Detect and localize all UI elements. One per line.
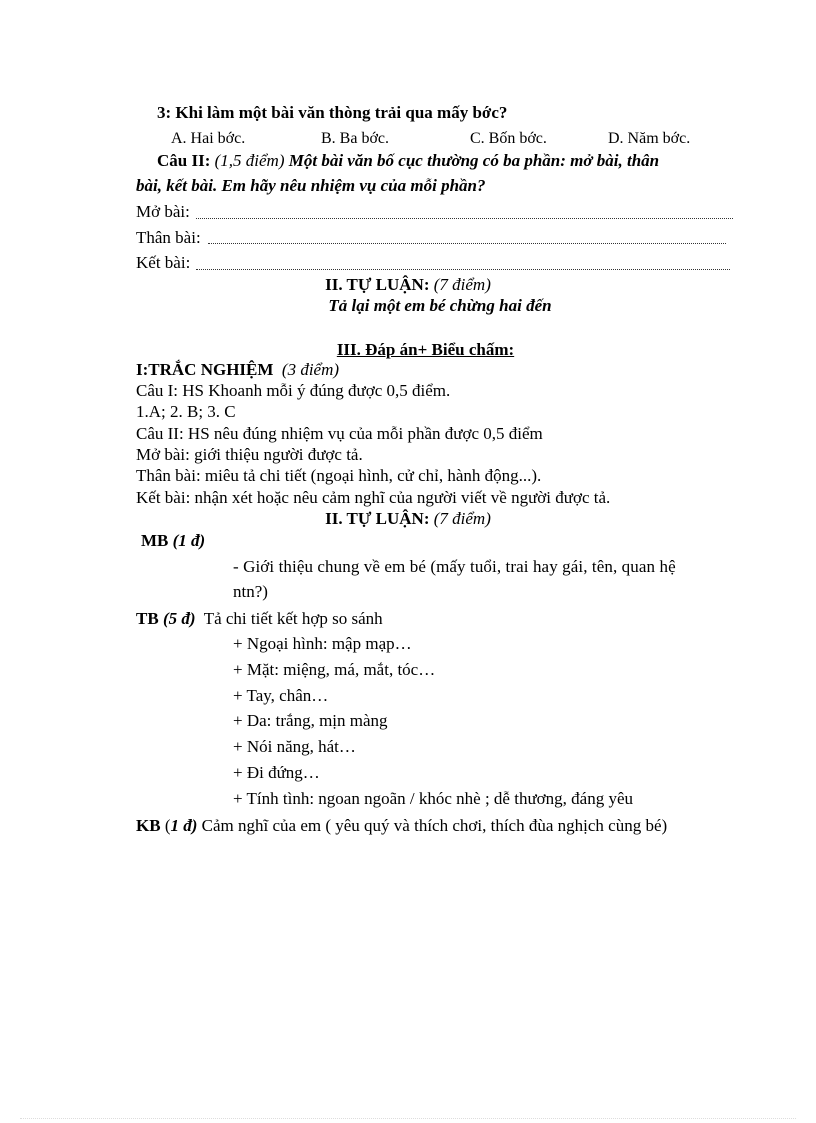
essay-heading-label: II. TỰ LUẬN:: [325, 275, 430, 294]
section-2-label: II. TỰ LUẬN:: [325, 509, 430, 528]
mb-label: MB: [141, 531, 169, 550]
tb-item: + Tay, chân…: [233, 686, 329, 705]
section-1-heading: [136, 360, 339, 380]
question-2-text-continued: bài, kết bài. Em hãy nêu nhiệm vụ của mỗi phần?: [136, 176, 486, 195]
answer-line-than-bai[interactable]: [208, 243, 726, 244]
answer-cau-1: Câu I: HS Khoanh mỗi ý đúng được 0,5 điểm.: [136, 381, 451, 400]
option-a: A. Hai bớc.: [171, 130, 246, 147]
option-b: B. Ba bớc.: [321, 130, 390, 147]
answer-cau-2: Câu II: HS nêu đúng nhiệm vụ của mỗi phần được 0,5 điểm: [136, 424, 543, 443]
mb-line-2: ntn?): [233, 582, 268, 601]
question-2: [157, 151, 659, 171]
tb-item: + Da: trắng, mịn màng: [233, 711, 388, 730]
question-2-text: Một bài văn bố cục thường có ba phần: mở bài, thân: [288, 151, 660, 170]
kb-line: [136, 816, 667, 836]
question-2-points: (1,5 điểm): [210, 151, 285, 170]
kb-open: (: [160, 816, 171, 835]
section-1-label: I:TRẮC NGHIỆM: [136, 360, 274, 379]
fill-label-mo-bai: Mở bài:: [136, 202, 190, 221]
kb-label: KB: [136, 816, 161, 835]
essay-heading: [0, 275, 816, 295]
mb-points: (1 đ): [168, 531, 206, 550]
fill-label-than-bai: Thân bài:: [136, 228, 201, 247]
tb-heading: [136, 609, 383, 629]
section-2-points: (7 điểm): [429, 509, 491, 528]
tb-points: (5 đ): [158, 609, 196, 628]
mb-heading: [141, 531, 205, 551]
essay-heading-points: (7 điểm): [429, 275, 491, 294]
answer-line-ket-bai[interactable]: [196, 269, 730, 270]
question-2-label: Câu II:: [157, 151, 211, 170]
fill-label-ket-bai: Kết bài:: [136, 253, 191, 272]
question-3: 3: Khi làm một bài văn thòng trải qua mấy bớc?: [157, 103, 508, 122]
answer-than-bai: Thân bài: miêu tả chi tiết (ngoại hình, cử chỉ, hành động...).: [136, 466, 542, 485]
answer-mo-bai: Mở bài: giới thiệu người được tả.: [136, 445, 363, 464]
tb-item: + Nói năng, hát…: [233, 737, 356, 756]
answer-ket-bai: Kết bài: nhận xét hoặc nêu cảm nghĩ của người viết về người được tả.: [136, 488, 611, 507]
tb-item: + Tính tình: ngoan ngoãn / khóc nhè ; dễ thương, đáng yêu: [233, 789, 633, 808]
option-c: C. Bốn bớc.: [470, 130, 547, 147]
tb-text: Tả chi tiết kết hợp so sánh: [195, 609, 383, 628]
essay-prompt: Tả lại một em bé chừng hai đến: [328, 296, 552, 315]
tb-item: + Mặt: miệng, má, mắt, tóc…: [233, 660, 436, 679]
tb-item: + Đi đứng…: [233, 763, 320, 782]
answer-key-title: III. Đáp án+ Biểu chấm:: [336, 340, 515, 359]
answer-line-mo-bai[interactable]: [196, 218, 733, 219]
kb-text: Cảm nghĩ của em ( yêu quý và thích chơi, thích đùa nghịch cùng bé): [197, 816, 668, 835]
section-1-points: (3 điểm): [273, 360, 340, 379]
tb-label: TB: [136, 609, 159, 628]
section-2-heading: [0, 509, 816, 529]
kb-points: 1 đ): [170, 816, 198, 835]
page-bottom-divider: [20, 1118, 796, 1119]
mb-line-1: - Giới thiệu chung về em bé (mấy tuổi, trai hay gái, tên, quan hệ: [233, 557, 676, 576]
answer-keys: 1.A; 2. B; 3. C: [136, 402, 236, 421]
tb-item: + Ngoại hình: mập mạp…: [233, 634, 412, 653]
option-d: D. Năm bớc.: [608, 130, 691, 147]
